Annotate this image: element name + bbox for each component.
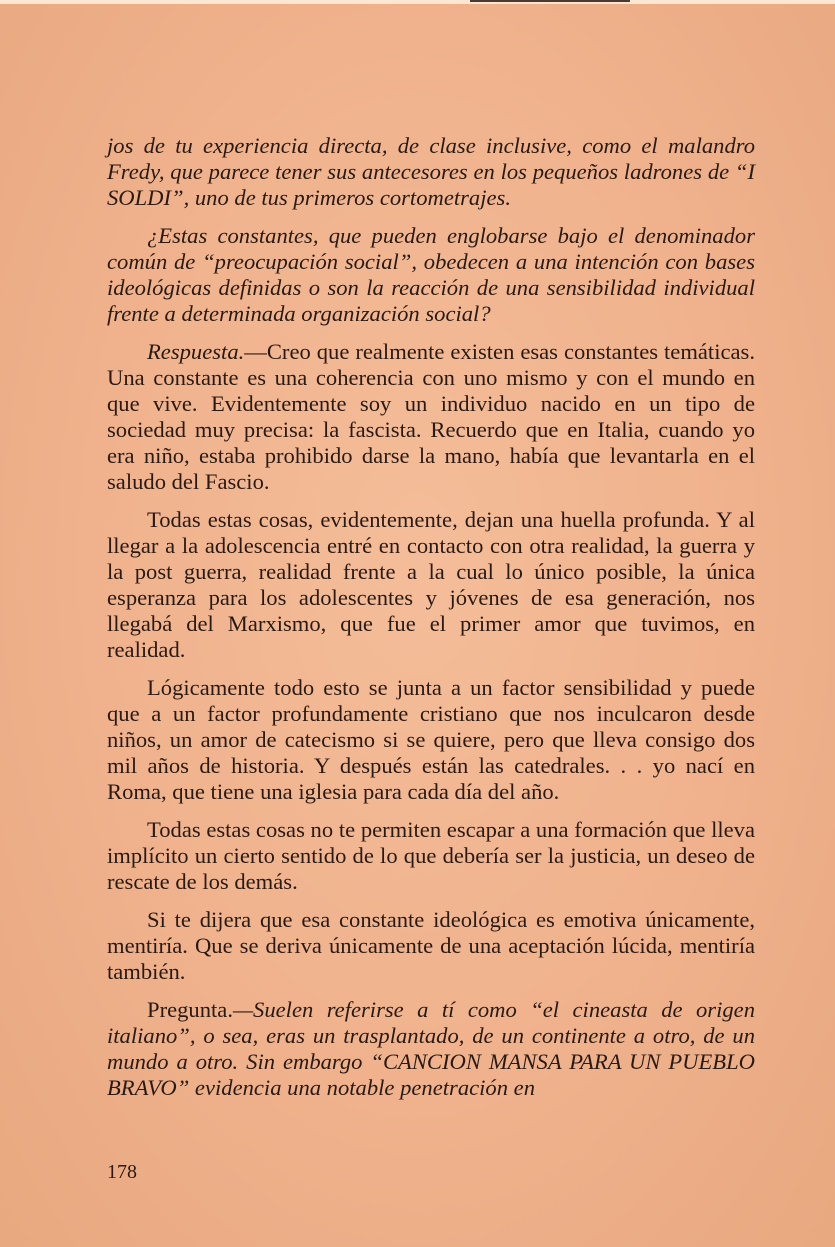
page-top-edge — [0, 0, 835, 4]
page-number: 178 — [107, 1161, 137, 1183]
paragraph-body: Si te dijera que esa constante ideológica es emotiva únicamente, mentiría. Que se deriva únicamente de una aceptación lúcida, mentiría también. — [107, 907, 755, 984]
answer-text: —Creo que realmente existen esas constantes temáticas. Una constante es una coherencia con uno mismo y con el mundo en que vive. Evidentemente soy un individuo nacido en un tipo de sociedad muy precisa: la fascista. Recuerdo que en Italia, cuando yo era niño, estaba prohibido darse la mano, había que levantarla en el saludo del Fascio. — [107, 339, 755, 494]
paragraph-answer — [107, 339, 755, 495]
paragraph-body: Todas estas cosas, evidentemente, dejan una huella profunda. Y al llegar a la adolescencia entré en contacto con otra realidad, la guerra y la post guerra, realidad frente a la cual lo único posible, la única esperanza para los adolescentes y jóvenes de esa generación, nos llegabá del Marxismo, que fue el primer amor que tuvimos, en realidad. — [107, 507, 755, 662]
paragraph-question: ¿Estas constantes, que pueden englobarse bajo el denominador común de “preocupación social”, obedecen a una intención con bases ideológicas definidas o son la reacción de una sensibilidad individual frente a determinada organización social? — [107, 223, 755, 326]
question-label: Pregunta. — [147, 997, 233, 1022]
answer-label: Respuesta. — [147, 339, 245, 364]
scan-mark — [470, 0, 630, 2]
paragraph-question-labeled — [107, 997, 755, 1101]
page-body — [107, 133, 755, 1113]
paragraph-body: Todas estas cosas no te permiten escapar a una formación que lleva implícito un cierto sentido de lo que debería ser la justicia, un deseo de rescate de los demás. — [107, 817, 755, 894]
paragraph-body: Lógicamente todo esto se junta a un factor sensibilidad y puede que a un factor profundamente cristiano que nos inculcaron desde niños, un amor de catecismo si se quiere, pero que lleva consigo dos mil años de historia. Y después están las catedrales. . . yo nací en Roma, que tiene una iglesia para cada día del año. — [107, 675, 755, 804]
question-text: —Suelen referirse a tí como “el cineasta de origen italiano”, o sea, eras un trasplantado, de un continente a otro, de un mundo a otro. Sin embargo “CANCION MANSA PARA UN PUEBLO BRAVO” evidencia una notable penetración en — [107, 997, 755, 1100]
paragraph-question-continued: jos de tu experiencia directa, de clase inclusive, como el malandro Fredy, que parece tener sus antecesores en los pequeños ladrones de “I SOLDI”, uno de tus primeros cortometrajes. — [107, 133, 755, 210]
